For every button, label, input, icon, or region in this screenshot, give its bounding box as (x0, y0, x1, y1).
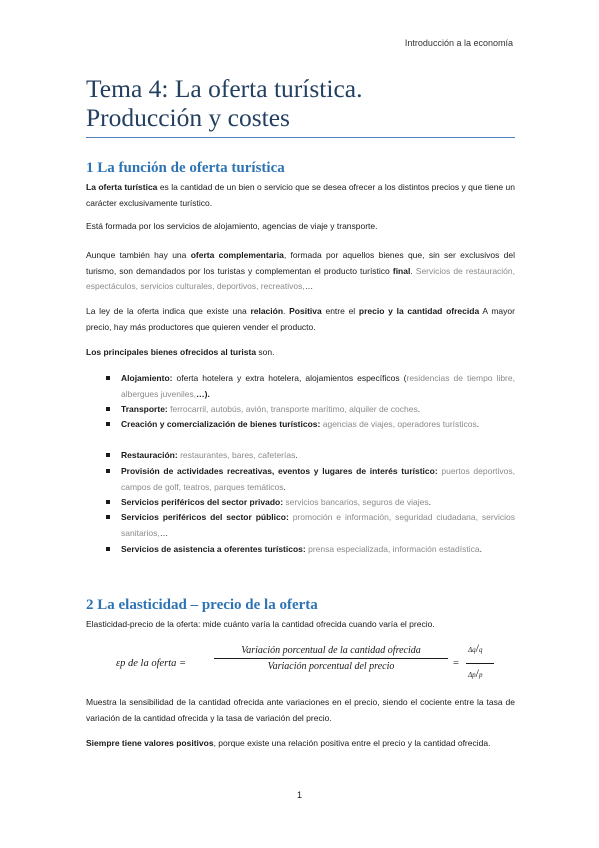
bullet-marker (106, 515, 110, 519)
text-span: … (304, 281, 314, 291)
delta-p: Δp (468, 671, 476, 679)
bold-text: Alojamiento: (121, 373, 173, 383)
text-span: . (410, 265, 416, 276)
title-underline (86, 137, 515, 138)
gray-text: promoción e información, seguridad ciudadana, servicios sanitarios, (121, 512, 515, 538)
gray-text: agencias de viajes, operadores turísticos (322, 419, 477, 429)
bold-text: Servicios de asistencia a oferentes turísticos: (121, 544, 306, 554)
p-symbol: p (478, 671, 483, 679)
bullet-marker (106, 500, 110, 504)
ratio-denominator (468, 666, 482, 681)
list-item-text (121, 371, 515, 402)
q-symbol: q (478, 646, 483, 654)
bold-text: Transporte: (121, 404, 168, 414)
slash: / (475, 666, 479, 680)
bold-text: Positiva (289, 306, 322, 316)
paragraph-oferta-complementaria (86, 248, 515, 295)
section-1-heading: 1 La función de oferta turística (86, 160, 285, 176)
paragraph-valores-positivos (86, 736, 515, 752)
bold-text: Los principales bienes ofrecidos al turista (86, 347, 257, 357)
text-span: . (479, 544, 482, 554)
text-span: A mayor precio, hay más productores que quieren vender el producto. (86, 306, 515, 332)
gray-text: restaurantes, bares, cafeterías (180, 450, 296, 460)
formula-numerator: Variación porcentual de la cantidad ofrecida (241, 645, 421, 656)
formula-denominator: Variación porcentual del precio (267, 661, 395, 672)
text-span: … (159, 527, 169, 538)
gray-text: puertos deportivos, campos de golf, teatros, parques temáticos (121, 466, 515, 492)
list-item-text (121, 448, 515, 464)
text-span: . (428, 497, 431, 507)
bullet-marker (106, 422, 110, 426)
text-span: . (295, 450, 298, 460)
text-span: . (283, 306, 290, 316)
gray-text: prensa especializada, información estadística (308, 544, 480, 554)
formula-ratio (466, 641, 494, 687)
bold-text: Servicios periféricos del sector privado: (121, 497, 284, 507)
gray-text: Servicios de restauración, espectáculos, servicios culturales, deportivos, recreativos, (86, 265, 515, 291)
text-span: . (476, 419, 480, 429)
text-span: son. (256, 347, 275, 357)
gray-text: residencias de tiempo libre, albergues juveniles, (121, 373, 515, 399)
bold-text: Creación y comercialización de bienes turísticos: (121, 419, 321, 429)
text-span: es la cantidad de un bien o servicio que se desea ofrecer a los distintos precios y que tiene un carácter exclusivamente turístico. (86, 182, 516, 208)
bullet-marker (106, 453, 110, 457)
bullet-marker (106, 469, 110, 473)
bullet-marker (106, 407, 110, 411)
text-span: Aunque también hay una (86, 250, 191, 260)
text-span: , porque existe una relación positiva entre el precio y la cantidad ofrecida. (213, 738, 491, 748)
text-span: entre el (321, 306, 359, 316)
page-title (86, 74, 516, 132)
paragraph-principales-bienes (86, 345, 515, 361)
text-span: . (283, 481, 286, 492)
paragraph-sensibilidad: Muestra la sensibilidad de la cantidad ofrecida ante variaciones en el precio, siendo el cociente entre la tasa de variación de la cantidad ofrecida y la tasa de variación del precio. (86, 697, 515, 723)
bold-text: relación (250, 306, 284, 316)
paragraph-formada: Está formada por los servicios de alojamiento, agencias de viaje y transporte. (86, 221, 378, 231)
bold-text: oferta complementaria (190, 250, 284, 260)
list-item-text (121, 510, 515, 541)
title-line-2: Producción y costes (86, 103, 290, 132)
running-header: Introducción a la economía (404, 38, 513, 48)
list-item-text (121, 464, 515, 495)
section-2-heading: 2 La elasticidad – precio de la oferta (86, 597, 318, 613)
slash: / (475, 641, 479, 655)
paragraph-ley-oferta (86, 304, 515, 335)
bold-text: Siempre tiene valores positivos (86, 738, 214, 748)
bold-text: Restauración: (121, 450, 178, 460)
paragraph-elasticidad-definicion: Elasticidad-precio de la oferta: mide cuánto varía la cantidad ofrecida cuando varía el precio. (86, 619, 435, 629)
bold-text: Servicios periféricos del sector público: (121, 512, 289, 522)
text-span: oferta hotelera y extra hotelera, alojamientos específicos ( (172, 373, 407, 383)
elasticity-formula (116, 641, 496, 687)
bold-text: precio y la cantidad ofrecida (358, 306, 480, 316)
bold-text: La oferta turística (86, 182, 158, 192)
list-item-text (121, 495, 515, 511)
formula-lhs: εp de la oferta = (116, 658, 187, 669)
formula-fraction (214, 645, 448, 672)
fraction-bar (466, 663, 494, 664)
bold-text: Provisión de actividades recreativas, eventos y lugares de interés turístico: (121, 466, 438, 476)
page-number: 1 (296, 790, 302, 800)
ratio-numerator (468, 641, 482, 656)
bullet-marker (106, 376, 110, 380)
list-item-text (121, 542, 515, 558)
paragraph-oferta-turistica (86, 180, 515, 211)
formula-equals: = (453, 658, 459, 669)
gray-text: servicios bancarios, seguros de viajes (285, 497, 429, 507)
delta-q: Δq (468, 646, 476, 654)
text-span: La ley de la oferta indica que existe una (86, 306, 251, 316)
gray-text: ferrocarril, autobús, avión, transporte marítimo, alquiler de coches (170, 404, 418, 414)
list-item-text (121, 417, 515, 433)
text-span: , formada por aquellos bienes que, sin ser exclusivos del turismo, son demandados por los turistas y complementan el producto turístico (86, 250, 515, 276)
bold-text: final (392, 265, 411, 276)
title-line-1: Tema 4: La oferta turística. (86, 74, 363, 103)
list-item-text (121, 402, 515, 418)
text-span: . (417, 404, 421, 414)
bullet-marker (106, 547, 110, 551)
bold-text: …). (196, 388, 210, 399)
